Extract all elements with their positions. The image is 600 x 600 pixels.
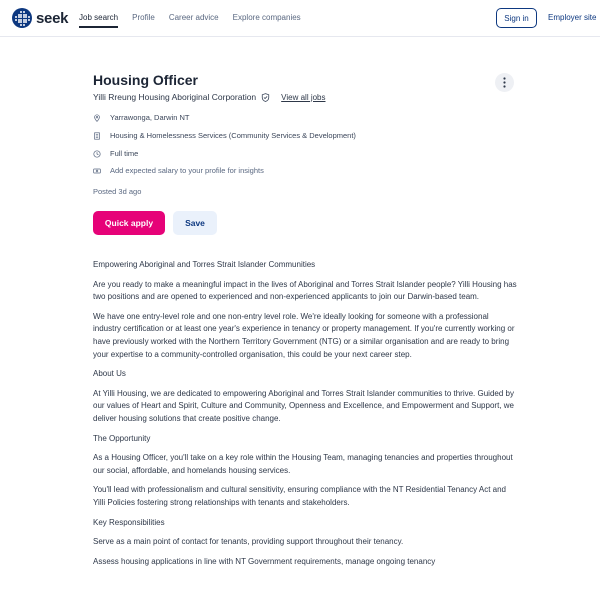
description-paragraph: As a Housing Officer, you'll take on a key role within the Housing Team, managing tenancies and properties throughout our social, affordable, and homelands housing services.: [93, 453, 513, 475]
logo-dot: [28, 19, 30, 21]
main-nav: [79, 13, 315, 28]
logo-dot: [28, 16, 30, 18]
employer-site-link[interactable]: Employer site: [548, 13, 597, 22]
work-type-row: [93, 149, 138, 158]
logo-text: seek: [36, 9, 69, 27]
more-icon: [503, 77, 506, 88]
salary-insights-link[interactable]: Add expected salary to your profile for insights: [110, 166, 264, 175]
about-heading: About Us: [93, 369, 126, 379]
company-name[interactable]: Yilli Rreung Housing Aboriginal Corporation: [93, 92, 257, 102]
job-work-type: Full time: [110, 149, 139, 158]
logo-dot: [15, 19, 17, 21]
logo-dot: [15, 16, 17, 18]
more-options-button[interactable]: [495, 73, 514, 92]
description-paragraph: At Yilli Housing, we are dedicated to empowering Aboriginal and Torres Strait Islander communities to thrive. Guided by our values of Heart and Spirit, Culture and Community, Openness and Excellence, and Empowerment and Support, we deliver housing solutions that create positive change.: [93, 388, 514, 423]
description-paragraph: Are you ready to make a meaningful impact in the lives of Aboriginal and Torres Strait Islander people? Yilli Housing has two positions and are opened to experienced and non-experienced applicants to join our Darwin-based team.: [93, 279, 517, 302]
logo-dot: [23, 24, 25, 26]
sign-in-button[interactable]: Sign in: [496, 8, 537, 28]
job-classification[interactable]: Housing & Homelessness Services (Community Services & Development): [110, 131, 356, 140]
view-all-jobs-link[interactable]: View all jobs: [281, 92, 326, 102]
description-paragraph: You'll lead with professionalism and cultural sensitivity, ensuring compliance with the NT Residential Tenancy Act and Yilli Policies fostering strong relationships with tenants and stakeholders.: [93, 485, 507, 507]
top-header: [0, 0, 600, 37]
description-paragraph: Serve as a main point of contact for tenants, providing support throughout their tenancy.: [93, 537, 404, 547]
location-row: [93, 113, 189, 122]
seek-logo[interactable]: [12, 8, 68, 28]
classification-row: [93, 131, 356, 140]
nav-job-search[interactable]: Job search: [79, 13, 118, 28]
seek-logo-icon: [12, 8, 32, 28]
nav-career-advice[interactable]: Career advice: [168, 13, 219, 22]
job-title: Housing Officer: [93, 72, 199, 88]
nav-profile[interactable]: Profile: [132, 13, 155, 22]
classification-icon: [93, 132, 101, 140]
job-location[interactable]: Yarrawonga, Darwin NT: [110, 113, 190, 122]
verified-icon: [261, 93, 270, 102]
description-paragraph: We have one entry-level role and one non-entry level role. We're ideally looking for someone with a professional industry certification or at least one year's experience in tenancy or property management. If you're currently working or have previously worked with the Northern Territory Government (NTG) or a similar organisation and are ready to bring your expertise to a community-controlled organisation, this could be your next career step.: [93, 311, 515, 359]
posted-date: Posted 3d ago: [93, 187, 142, 196]
opportunity-heading: The Opportunity: [93, 433, 151, 443]
save-button[interactable]: Save: [173, 211, 217, 235]
logo-dot: [20, 11, 22, 13]
company-row: [93, 92, 326, 102]
responsibilities-heading: Key Responsibilities: [93, 517, 165, 527]
clock-icon: [93, 150, 101, 158]
salary-icon: [93, 167, 101, 175]
logo-dot: [23, 11, 25, 13]
logo-dot: [20, 24, 22, 26]
logo-dot: [20, 16, 22, 18]
quick-apply-button[interactable]: Quick apply: [93, 211, 165, 235]
salary-row: [93, 166, 264, 175]
description-paragraph: Assess housing applications in line with NT Government requirements, manage ongoing tenancy: [93, 556, 436, 566]
nav-explore-companies[interactable]: Explore companies: [232, 13, 301, 22]
location-icon: [93, 114, 101, 122]
logo-dot: [25, 21, 27, 23]
job-description: [93, 259, 518, 575]
description-intro-heading: Empowering Aboriginal and Torres Strait Islander Communities: [93, 260, 316, 269]
